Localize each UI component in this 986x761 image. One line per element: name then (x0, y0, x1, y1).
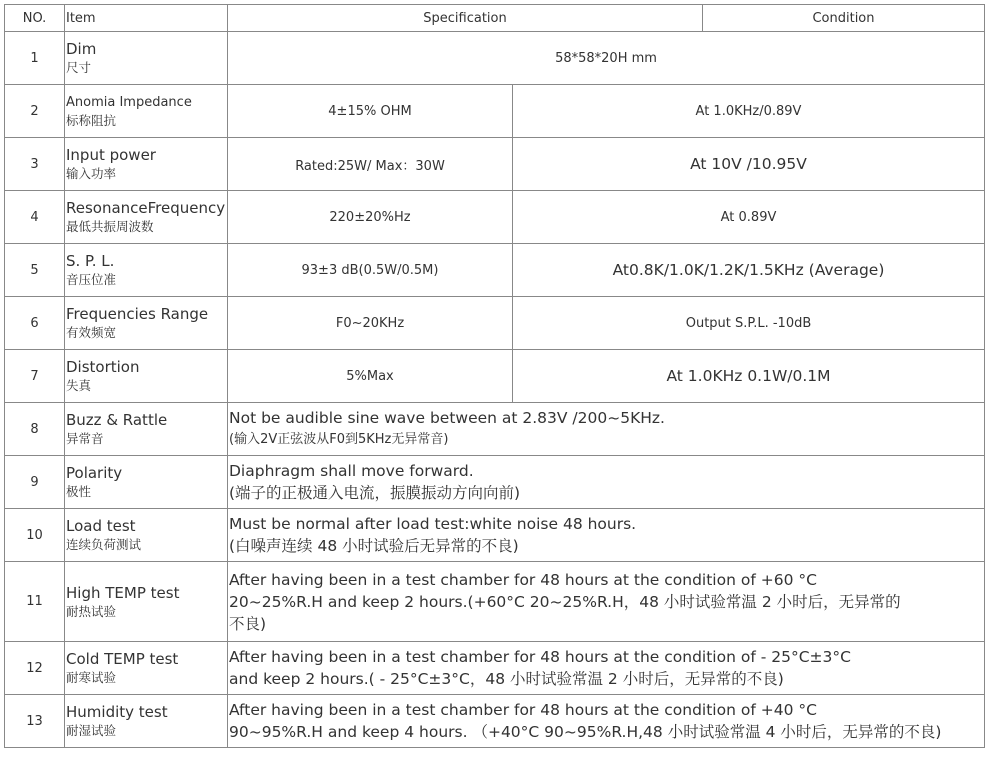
item-name-en: ResonanceFrequency (66, 199, 226, 217)
condition-cell: At 10V /10.95V (513, 138, 985, 191)
spec-cell (228, 456, 985, 509)
item-name-zh: 有效频宽 (66, 325, 117, 340)
spec-line: 20~25%R.H and keep 2 hours.(+60°C 20~25%R.H，48 小时试验常温 2 小时后，无异常的 (229, 592, 901, 611)
spec-cell (228, 642, 985, 695)
item-name-zh: 标称阻抗 (66, 113, 117, 128)
table-row (5, 642, 985, 695)
item-name-zh: 最低共振周波数 (66, 219, 154, 234)
item-name-en: Distortion (66, 358, 140, 376)
item-name-zh: 失真 (66, 378, 92, 393)
table-row (5, 350, 985, 403)
item-name-zh: 连续负荷测试 (66, 537, 142, 552)
item-cell (65, 297, 228, 350)
condition-cell: At 0.89V (513, 191, 985, 244)
item-cell (65, 403, 228, 456)
spec-cell: 5%Max (228, 350, 513, 403)
row-number: 11 (5, 562, 65, 642)
condition-cell: At 1.0KHz 0.1W/0.1M (513, 350, 985, 403)
spec-line: After having been in a test chamber for 48 hours at the condition of - 25°C±3°C (229, 648, 851, 666)
condition-cell: At 1.0KHz/0.89V (513, 85, 985, 138)
condition-cell: Output S.P.L. -10dB (513, 297, 985, 350)
item-cell (65, 244, 228, 297)
row-number: 7 (5, 350, 65, 403)
spec-line: and keep 2 hours.( - 25°C±3°C，48 小时试验常温 2 小时后，无异常的不良) (229, 670, 784, 688)
item-name-en: Humidity test (66, 703, 168, 721)
item-name-en: Dim (66, 40, 97, 58)
header-no: NO. (5, 5, 65, 32)
header-specification: Specification (228, 5, 703, 32)
table-row (5, 85, 985, 138)
item-cell (65, 85, 228, 138)
table-row (5, 191, 985, 244)
table-row (5, 138, 985, 191)
spec-cell: 93±3 dB(0.5W/0.5M) (228, 244, 513, 297)
spec-cell (228, 695, 985, 748)
item-name-en: Anomia Impedance (66, 95, 192, 110)
row-number: 5 (5, 244, 65, 297)
item-cell (65, 642, 228, 695)
item-name-en: Load test (66, 517, 136, 535)
item-name-zh: 极性 (66, 484, 92, 499)
spec-line: Not be audible sine wave between at 2.83V /200~5KHz. (229, 409, 665, 427)
spec-line: After having been in a test chamber for 48 hours at the condition of +60 °C (229, 570, 817, 589)
spec-cell: 58*58*20H mm (228, 32, 985, 85)
item-cell (65, 695, 228, 748)
item-name-zh: 音压位准 (66, 272, 117, 287)
item-cell (65, 138, 228, 191)
item-name-zh: 异常音 (66, 431, 104, 446)
table-row (5, 297, 985, 350)
table-row (5, 244, 985, 297)
row-number: 6 (5, 297, 65, 350)
item-name-zh: 耐湿试验 (66, 723, 117, 738)
spec-cell: 4±15% OHM (228, 85, 513, 138)
item-cell (65, 32, 228, 85)
spec-cell (228, 562, 985, 642)
item-name-zh: 耐热试验 (66, 603, 117, 619)
item-name-en: Frequencies Range (66, 305, 209, 323)
item-name-zh: 输入功率 (66, 166, 117, 181)
item-name-en: Polarity (66, 464, 123, 482)
item-name-en: S. P. L. (66, 252, 115, 270)
header-condition: Condition (703, 5, 985, 32)
spec-line: (端子的正极通入电流，振膜振动方向向前) (229, 484, 521, 502)
row-number: 8 (5, 403, 65, 456)
row-number: 9 (5, 456, 65, 509)
spec-line: Diaphragm shall move forward. (229, 462, 474, 480)
item-cell (65, 509, 228, 562)
item-cell (65, 562, 228, 642)
row-number: 2 (5, 85, 65, 138)
spec-cell (228, 403, 985, 456)
table-row (5, 32, 985, 85)
row-number: 3 (5, 138, 65, 191)
item-name-en: Input power (66, 146, 156, 164)
item-name-en: Cold TEMP test (66, 650, 179, 668)
spec-line: Must be normal after load test:white noise 48 hours. (229, 515, 637, 533)
spec-cell (228, 509, 985, 562)
spec-line: 90~95%R.H and keep 4 hours. （+40°C 90~95%R.H,48 小时试验常温 4 小时后，无异常的不良) (229, 723, 942, 741)
row-number: 10 (5, 509, 65, 562)
row-number: 4 (5, 191, 65, 244)
row-number: 1 (5, 32, 65, 85)
item-name-en: High TEMP test (66, 583, 180, 602)
row-number: 12 (5, 642, 65, 695)
item-name-zh: 耐寒试验 (66, 670, 117, 685)
item-cell (65, 350, 228, 403)
header-item: Item (65, 5, 228, 32)
table-row (5, 456, 985, 509)
item-name-en: Buzz & Rattle (66, 411, 168, 429)
spec-line: 不良) (229, 614, 267, 633)
table-row (5, 562, 985, 642)
spec-line: After having been in a test chamber for 48 hours at the condition of +40 °C (229, 701, 817, 719)
spec-cell: Rated:25W/ Max：30W (228, 138, 513, 191)
item-cell (65, 191, 228, 244)
header-row (5, 5, 985, 32)
spec-cell: 220±20%Hz (228, 191, 513, 244)
table-row (5, 403, 985, 456)
spec-cell: F0~20KHz (228, 297, 513, 350)
row-number: 13 (5, 695, 65, 748)
spec-table (4, 4, 985, 748)
item-cell (65, 456, 228, 509)
table-row (5, 509, 985, 562)
spec-line: (输入2V正弦波从F0到5KHz无异常音) (229, 432, 449, 447)
condition-cell: At0.8K/1.0K/1.2K/1.5KHz (Average) (513, 244, 985, 297)
spec-line: (白噪声连续 48 小时试验后无异常的不良) (229, 537, 519, 555)
table-row (5, 695, 985, 748)
item-name-zh: 尺寸 (66, 60, 92, 75)
